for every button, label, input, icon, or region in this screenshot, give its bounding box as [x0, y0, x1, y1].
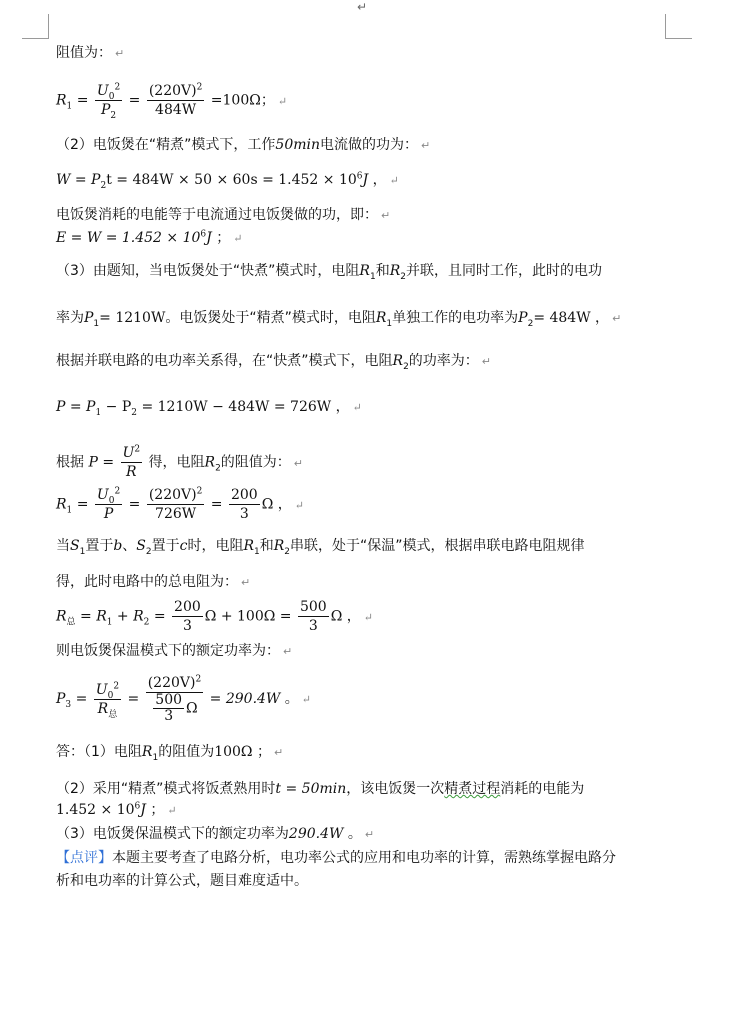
- formula-p3: $P_3$ = $\frac{U_0^2}{R_总}$ = $(220V)^2$ $\frac{500}{3}$ Ω = 290.4W 。 ↵: [56, 674, 311, 724]
- text-line: 则电饭煲保温模式下的额定功率为： ↵: [56, 643, 293, 659]
- fraction: $(220V)^2$ $\frac{500}{3}$ Ω: [147, 674, 202, 724]
- formula-work: $W = P_2t = 484W \times 50 \times 60s = 1.452 \times 10^6J$ ， ↵: [56, 171, 399, 191]
- answer-line: （3）电饭煲保温模式下的额定功率为290.4W 。 ↵: [56, 826, 375, 842]
- formula-r2: $R_1$ = $\frac{U_0^2}{P}$ = $\frac{(220V)^2}{726W}$ = $\frac{200}{3}$ Ω ， ↵: [56, 486, 304, 522]
- fraction: $\frac{500}{3}$: [155, 692, 183, 724]
- formula-total-resistance: $R_总 = R_1 + R_2$ = $\frac{200}{3}$ Ω + 100Ω = $\frac{500}{3}$ Ω ， ↵: [56, 599, 373, 634]
- text-line: 率为$P_1= 1210W$。电饭煲处于“精煮”模式时，电阻$R_1$单独工作的电功率为$P_2= 484W$ ， ↵: [56, 310, 622, 329]
- review-tag: 【点评】: [56, 850, 112, 866]
- paragraph-mark: ↵: [357, 0, 368, 14]
- fraction: $\frac{500}{3}$: [299, 599, 327, 634]
- fraction: $\frac{200}{3}$: [174, 599, 201, 634]
- text-line: （3）由题知，当电饭煲处于“快煮”模式时，电阻$R_1$和$R_2$并联，且同时工作，此时的电功: [56, 263, 602, 282]
- page-corner-mark-top-right: [665, 14, 692, 39]
- text-line: 电饭煲消耗的电能等于电流通过电饭煲做的功，即： ↵: [56, 207, 391, 223]
- answer-line: 答：（1）电阻$R_1$的阻值为100Ω ； ↵: [56, 744, 284, 763]
- review-line: 析和电功率的计算公式，题目难度适中。: [56, 873, 308, 889]
- text-line: 得，此时电路中的总电阻为： ↵: [56, 574, 251, 590]
- fraction: $\frac{(220V)^2}{484W}$: [148, 82, 203, 118]
- text-line: 根据并联电路的电功率关系得，在“快煮”模式下，电阻$R_2$的功率为： ↵: [56, 353, 492, 372]
- answer-line: （2）采用“精煮”模式将饭煮熟用时t = 50min，该电饭煲一次精煮过程消耗的电能为: [56, 781, 585, 797]
- page-corner-mark-top-left: [22, 14, 49, 39]
- text-line: （2）电饭煲在“精煮”模式下，工作50min电流做的功为： ↵: [56, 137, 431, 153]
- text-line: 当$S_1$置于b、$S_2$置于c时，电阻$R_1$和$R_2$串联，处于“保温”模式，根据串联电路电阻规律: [56, 538, 585, 557]
- text-line: 根据 P = $\frac{U^2}{R}$ 得，电阻$R_2$的阻值为： ↵: [56, 444, 304, 480]
- fraction: $\frac{(220V)^2}{726W}$: [148, 486, 203, 522]
- formula-power-r2: $P = P_1 - P_2 = 1210W - 484W = 726W$ ， ↵: [56, 399, 362, 418]
- fraction: $\frac{U_0^2}{P_2}$: [96, 82, 121, 121]
- fraction: $\frac{U_0^2}{R_总}$: [95, 680, 120, 720]
- formula-r1: $R_1$ = $\frac{U_0^2}{P_2}$ = $\frac{(220V)^2}{484W}$ =100Ω； ↵: [56, 82, 288, 121]
- fraction: $\frac{U_0^2}{P}$: [96, 486, 121, 522]
- fraction: $\frac{200}{3}$: [230, 487, 258, 522]
- answer-line: $1.452 \times 10^6J$ ； ↵: [56, 801, 177, 818]
- review-line: 【点评】本题主要考查了电路分析，电功率公式的应用和电功率的计算，需熟练掌握电路分: [56, 850, 616, 866]
- text-line: 阻值为： ↵: [56, 45, 125, 61]
- fraction: $\frac{U^2}{R}$: [122, 444, 141, 480]
- formula-energy: $E = W = 1.452 \times 10^6J$ ； ↵: [56, 229, 243, 246]
